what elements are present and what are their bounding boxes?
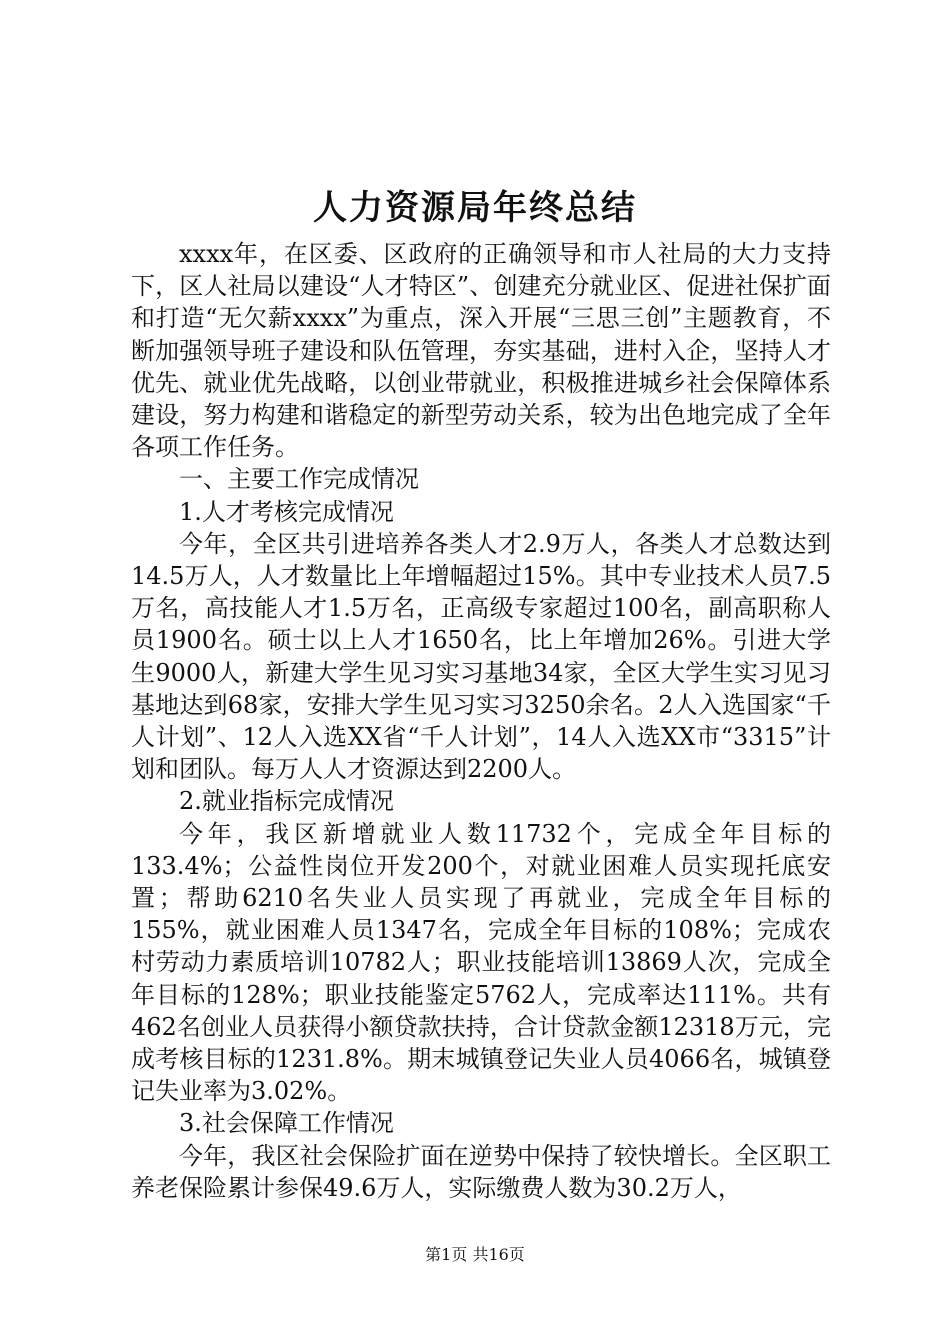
section-heading: 一、主要工作完成情况 <box>179 465 419 494</box>
intro-paragraph: xxxx年，在区委、区政府的正确领导和市人社局的大力支持下，区人社局以建设“人才特区”、创建充分就业区、促进社保扩面和打造“无欠薪xxxx”为重点，深入开展“三思三创”主题教育，不断加强领导班子建设和队伍管理，夯实基础，进村入企，坚持人才优先、就业优先战略，以创业带就业，积极推进城乡社会保障体系建设，努力构建和谐稳定的新型劳动关系，较为出色地完成了全年各项工作任务。 <box>131 240 831 462</box>
document-title: 人力资源局年终总结 <box>313 188 637 228</box>
page-number: 第1页 共16页 <box>425 1245 525 1264</box>
subsection-heading-talent: 1.人才考核完成情况 <box>179 497 394 526</box>
subsection-heading-employment: 2.就业指标完成情况 <box>179 787 394 816</box>
document-body <box>131 238 831 1204</box>
employment-paragraph: 今年，我区新增就业人数11732个，完成全年目标的133.4%；公益性岗位开发200个，对就业困难人员实现托底安置；帮助6210名失业人员实现了再就业，完成全年目标的155%，就业困难人员1347名，完成全年目标的108%；完成农村劳动力素质培训10782人；职业技能培训13869人次，完成全年目标的128%；职业技能鉴定5762人，完成率达111%。共有462名创业人员获得小额贷款扶持，合计贷款金额12318万元，完成考核目标的1231.8%。期末城镇登记失业人员4066名，城镇登记失业率为3.02%。 <box>131 819 831 1106</box>
social-security-paragraph: 今年，我区社会保险扩面在逆势中保持了较快增长。全区职工养老保险累计参保49.6万人，实际缴费人数为30.2万人， <box>131 1141 831 1202</box>
subsection-heading-social-security: 3.社会保障工作情况 <box>179 1109 394 1138</box>
talent-paragraph: 今年，全区共引进培养各类人才2.9万人，各类人才总数达到14.5万人，人才数量比上年增幅超过15%。其中专业技术人员7.5万名，高技能人才1.5万名，正高级专家超过100名，副高职称人员1900名。硕士以上人才1650名，比上年增加26%。引进大学生9000人，新建大学生见习实习基地34家，全区大学生实习见习基地达到68家，安排大学生见习实习3250余名。2人入选国家“千人计划”、12人入选XX省“千人计划”，14人入选XX市“3315”计划和团队。每万人人才资源达到2200人。 <box>131 529 831 784</box>
